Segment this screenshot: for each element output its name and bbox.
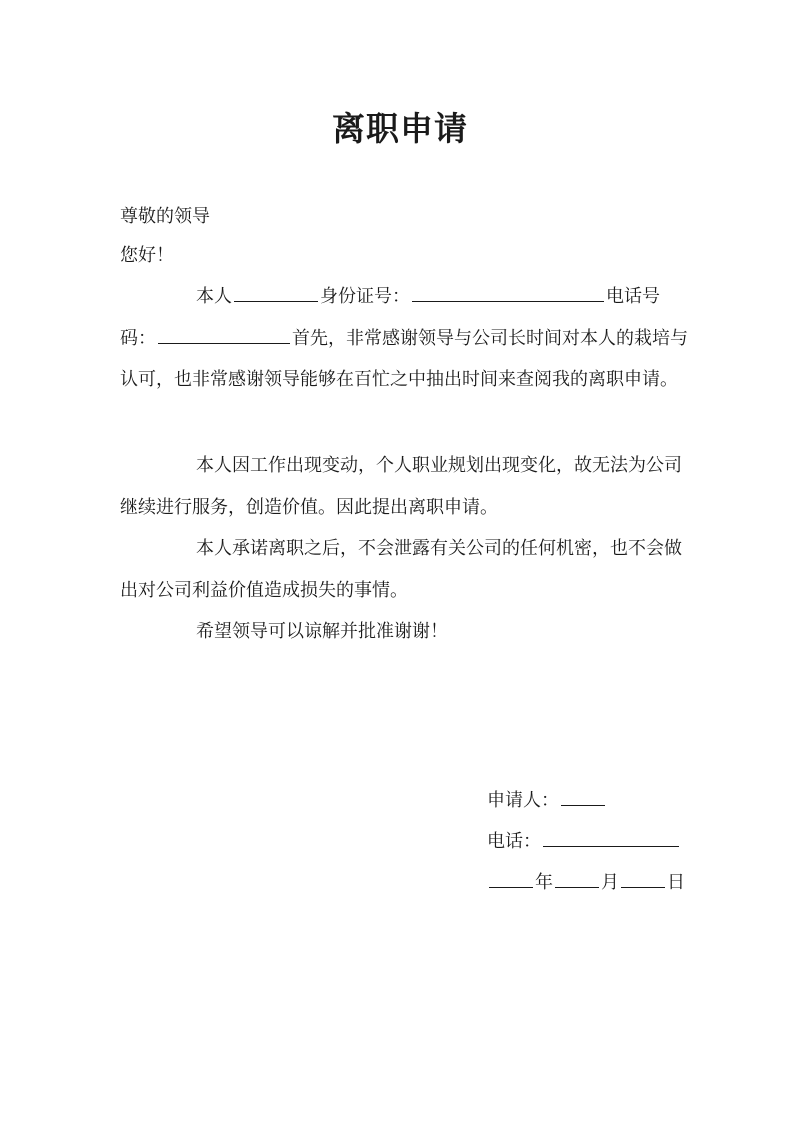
day-blank xyxy=(621,869,665,888)
id-number-label: 身份证号： xyxy=(320,286,410,307)
phone-line xyxy=(487,821,681,862)
applicant-blank xyxy=(561,787,605,806)
paragraph-confidentiality: 本人承诺离职之后，不会泄露有关公司的任何机密，也不会做出对公司利益价值造成损失的事情。 xyxy=(120,538,682,601)
phone-label: 电话： xyxy=(487,831,541,852)
phone-blank xyxy=(543,828,679,847)
salutation: 尊敬的领导 xyxy=(120,206,210,227)
paragraph-reason: 本人因工作出现变动，个人职业规划出现变化，故无法为公司继续进行服务，创造价值。因此提出离职申请。 xyxy=(120,455,682,518)
self-label: 本人 xyxy=(196,286,232,307)
phone-number-blank xyxy=(158,325,290,344)
name-blank xyxy=(234,283,318,302)
month-blank xyxy=(555,869,599,888)
applicant-label: 申请人： xyxy=(487,790,559,811)
year-label: 年 xyxy=(535,872,553,893)
greeting: 您好！ xyxy=(120,245,174,266)
phone-number-label: 电话号码： xyxy=(120,286,660,349)
day-label: 日 xyxy=(667,872,685,893)
paragraph-personal-info xyxy=(120,276,690,401)
document-title: 离职申请 xyxy=(332,109,468,148)
paragraph-closing: 希望领导可以谅解并批准谢谢！ xyxy=(196,621,448,642)
gratitude-text: 首先，非常感谢领导与公司长时间对本人的栽培与认可，也非常感谢领导能够在百忙之中抽出时间来查阅我的离职申请。 xyxy=(120,327,688,390)
applicant-line xyxy=(487,780,607,821)
id-number-blank xyxy=(412,283,604,302)
year-blank xyxy=(489,869,533,888)
date-line xyxy=(487,862,685,903)
month-label: 月 xyxy=(601,872,619,893)
